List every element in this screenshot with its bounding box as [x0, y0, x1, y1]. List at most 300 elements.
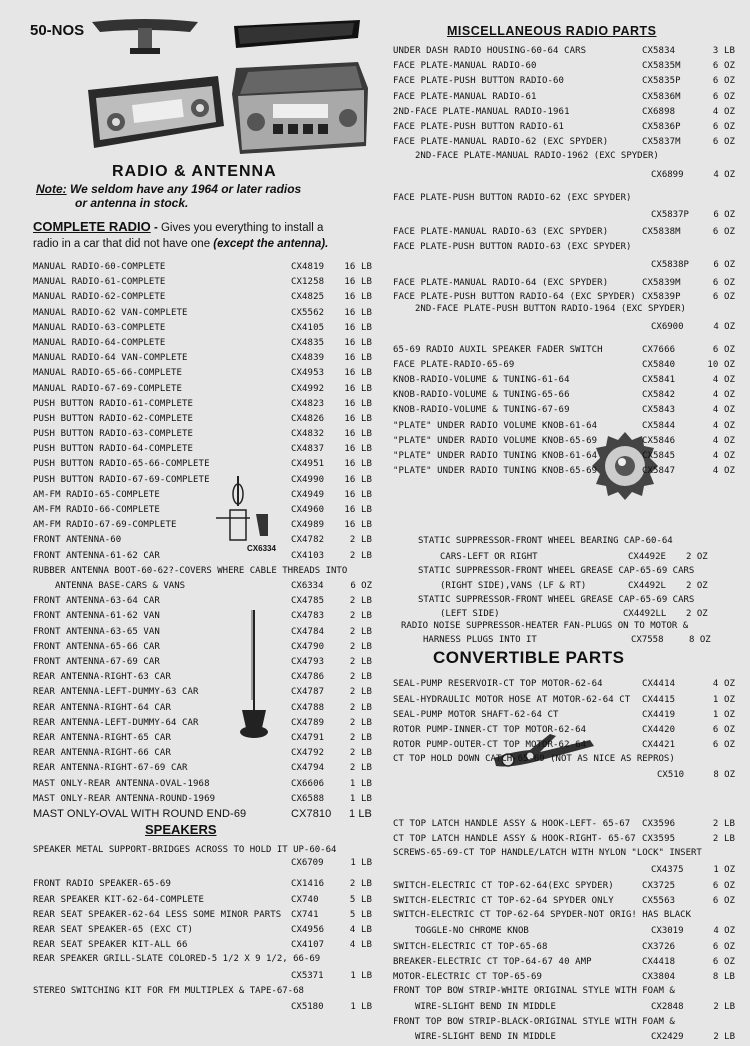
description: FACE PLATE-PUSH BUTTON RADIO-60: [393, 76, 565, 87]
part-number: CX6606: [291, 778, 325, 789]
catch-row: [393, 767, 743, 783]
part-number: CX4784: [291, 626, 325, 637]
part-number: CX7810: [291, 807, 332, 820]
weight: 4 OZ: [712, 435, 735, 446]
list-item: [393, 464, 743, 479]
weight: 8 OZ: [689, 635, 711, 646]
list-item: [33, 716, 378, 731]
weight: 2 LB: [349, 687, 372, 698]
part-number: CX4492LL: [623, 608, 667, 619]
list-item: [393, 135, 743, 150]
weight: 2 LB: [349, 748, 372, 759]
weight: 2 LB: [349, 732, 372, 743]
list-item: [33, 670, 378, 685]
description: "PLATE" UNDER RADIO VOLUME KNOB-65-69: [393, 435, 598, 446]
misc-list-2: [393, 343, 743, 480]
radio-housing-illustration: [90, 18, 200, 56]
part-number: CX740: [291, 894, 319, 905]
part-number: CX4825: [291, 292, 325, 303]
part-number: CX4989: [291, 520, 325, 531]
part-number: CX4418: [642, 956, 676, 967]
list-item: [393, 150, 743, 186]
part-number: CX5837P: [651, 210, 689, 221]
list-item: [393, 832, 743, 847]
part-number: CX4492E: [628, 551, 666, 562]
part-number: CX5845: [642, 451, 676, 461]
list-item: [33, 565, 378, 595]
list-item: [393, 565, 743, 595]
weight: 2 LB: [349, 626, 372, 637]
part-number: CX4792: [291, 748, 325, 759]
part-number: CX741: [291, 909, 319, 920]
list-item: [33, 518, 378, 533]
description: MANUAL RADIO-62-COMPLETE: [33, 292, 166, 303]
complete-radio-dash: -: [153, 222, 158, 234]
list-item: [393, 434, 743, 449]
description: KNOB-RADIO-VOLUME & TUNING-67-69: [393, 405, 570, 416]
list-item: [33, 427, 378, 442]
weight: 16 LB: [344, 489, 372, 500]
weight: 16 LB: [344, 429, 372, 440]
weight: 6 OZ: [712, 121, 735, 132]
part-number: CX5837M: [642, 137, 681, 148]
left-column: [33, 260, 378, 1016]
supp-1-row: [418, 549, 743, 565]
part-number: CX4420: [642, 724, 676, 735]
antenna-list: [33, 594, 378, 807]
part-number: CX7666: [642, 344, 676, 355]
part-number: CX3725: [642, 880, 676, 891]
part-number: CX4823: [291, 398, 325, 409]
part-number: CX1258: [291, 277, 325, 288]
description: "PLATE" UNDER RADIO TUNING KNOB-65-69: [393, 466, 598, 477]
part-number: CX4793: [291, 657, 325, 667]
list-item: [33, 908, 378, 923]
weight: 16 LB: [344, 277, 372, 288]
list-item: [393, 90, 743, 105]
list-item: [33, 746, 378, 761]
weight: 6 OZ: [712, 227, 735, 238]
pb-62-row: [393, 205, 743, 225]
weight: 1 LB: [349, 778, 372, 789]
list-item: [393, 225, 743, 240]
part-number: CX6709: [291, 858, 324, 869]
description: SWITCH-ELECTRIC CT TOP-62-64 SPYDER ONLY: [393, 895, 614, 906]
weight: 6 OZ: [712, 61, 735, 72]
speaker-list: [33, 877, 378, 953]
stereo-row: [33, 998, 378, 1016]
description: "PLATE" UNDER RADIO TUNING KNOB-61-64: [393, 451, 598, 461]
list-item: [393, 879, 743, 894]
weight: 4 OZ: [712, 375, 735, 386]
list-item: [393, 120, 743, 135]
list-item: [33, 807, 378, 822]
complete-radio-desc-2b: (except the antenna).: [213, 238, 329, 250]
list-item: [33, 938, 378, 953]
part-number: CX5843: [642, 405, 676, 416]
weight: 2 OZ: [686, 581, 708, 592]
list-item: [393, 753, 743, 783]
list-item: [33, 442, 378, 457]
list-item: [33, 473, 378, 488]
part-number: CX4960: [291, 505, 325, 515]
description: FRONT ANTENNA-63-65 VAN: [33, 626, 160, 637]
list-item: [33, 488, 378, 503]
part-number: CX4951: [291, 459, 325, 470]
list-item: [33, 549, 378, 564]
weight: 16 LB: [344, 368, 372, 379]
part-number: CX4953: [291, 368, 325, 379]
description: FRONT ANTENNA-61-62 CAR: [33, 550, 160, 561]
list-item: [33, 382, 378, 397]
weight: 6 OZ: [713, 260, 735, 270]
part-number: CX6334: [291, 581, 324, 592]
description: 2ND-FACE PLATE-MANUAL RADIO-1962 (EXC SPYDER): [415, 151, 659, 162]
description: UNDER DASH RADIO HOUSING-60-64 CARS: [393, 46, 587, 56]
second-64-row: [393, 317, 743, 337]
part-number: CX6900: [651, 321, 684, 332]
part-number: CX4785: [291, 596, 325, 607]
list-item: [393, 192, 743, 226]
part-number: CX4415: [642, 694, 676, 705]
part-number: CX7558: [631, 635, 664, 646]
list-item: [33, 321, 378, 336]
weight: 4 LB: [349, 924, 372, 935]
description: SEAL-HYDRAULIC MOTOR HOSE AT MOTOR-62-64 CT: [393, 694, 631, 705]
part-number: CX4783: [291, 611, 325, 622]
description: PUSH BUTTON RADIO-63-COMPLETE: [33, 429, 194, 440]
weight: 4 OZ: [712, 405, 735, 416]
weight: 2 LB: [349, 657, 372, 667]
weight: 2 LB: [349, 596, 372, 607]
weight: 1 LB: [350, 858, 372, 869]
description-2: TOGGLE-NO CHROME KNOB: [415, 925, 529, 936]
list-item: [393, 847, 743, 879]
weight: 5 LB: [349, 894, 372, 905]
description: FRONT RADIO SPEAKER-65-69: [33, 879, 171, 890]
description: REAR ANTENNA-RIGHT-66 CAR: [33, 748, 171, 759]
description: MAST ONLY-REAR ANTENNA-ROUND-1969: [33, 793, 216, 804]
description: MANUAL RADIO-65-66-COMPLETE: [33, 368, 182, 379]
part-number: CX4492L: [628, 581, 666, 592]
note-text-1: We seldom have any 1964 or later radios: [70, 182, 302, 196]
description-2: (LEFT SIDE): [440, 608, 500, 619]
convertible-list-2: [393, 940, 743, 986]
weight: 6 OZ: [712, 292, 735, 303]
description: REAR ANTENNA-LEFT-DUMMY-64 CAR: [33, 717, 199, 728]
description: FACE PLATE-MANUAL RADIO-62 (EXC SPYDER): [393, 137, 609, 148]
list-item: [33, 594, 378, 609]
bow-black-row: [393, 1029, 743, 1046]
description-2: WIRE-SLIGHT BEND IN MIDDLE: [415, 1001, 556, 1012]
weight: 2 LB: [349, 879, 372, 890]
description: REAR ANTENNA-RIGHT-63 CAR: [33, 672, 171, 683]
radio-face-plate-illustration: [232, 18, 362, 54]
list-item: [393, 817, 743, 832]
part-number: CX5838P: [651, 260, 689, 270]
description: MANUAL RADIO-67-69-COMPLETE: [33, 383, 182, 394]
switch-list-1: [393, 879, 743, 909]
weight: 2 LB: [349, 717, 372, 728]
list-item: [33, 366, 378, 381]
list-item: [33, 985, 378, 1017]
weight: 2 LB: [712, 834, 735, 844]
list-item: [393, 970, 743, 985]
list-item: [393, 403, 743, 418]
description: STATIC SUPPRESSOR-FRONT WHEEL BEARING CAP-60-64: [418, 536, 673, 547]
list-item: [33, 761, 378, 776]
weight: 16 LB: [344, 444, 372, 455]
part-number: CX1416: [291, 879, 325, 890]
list-item: [33, 953, 378, 985]
part-number: CX4103: [291, 550, 325, 561]
part-number: CX4788: [291, 702, 325, 713]
weight: 6 OZ: [712, 91, 735, 102]
description: "PLATE" UNDER RADIO VOLUME KNOB-61-64: [393, 420, 598, 431]
part-number: CX5842: [642, 390, 676, 401]
description: MAST ONLY-REAR ANTENNA-OVAL-1968: [33, 778, 210, 789]
list-item: [393, 723, 743, 738]
weight: 4 OZ: [712, 390, 735, 401]
weight: 4 OZ: [713, 321, 735, 332]
part-number: CX5836P: [642, 121, 681, 132]
misc-radio-parts-heading: MISCELLANEOUS RADIO PARTS: [447, 24, 657, 38]
complete-radio-list: [33, 260, 378, 564]
description: STATIC SUPPRESSOR-FRONT WHEEL GREASE CAP-65-69 CARS: [418, 565, 695, 576]
weight: 6 OZ: [712, 76, 735, 87]
description: STATIC SUPPRESSOR-FRONT WHEEL GREASE CAP-65-69 CARS: [418, 595, 695, 606]
weight: 8 OZ: [713, 769, 735, 780]
complete-radio-desc-2a: radio in a car that did not have one: [33, 238, 211, 250]
weight: 4 LB: [349, 940, 372, 951]
description: KNOB-RADIO-VOLUME & TUNING-61-64: [393, 375, 570, 386]
noise-row: [401, 633, 743, 647]
part-number: CX6899: [651, 169, 684, 180]
description: FRONT TOP BOW STRIP-BLACK-ORIGINAL STYLE WITH FOAM &: [393, 1016, 675, 1027]
description: AM-FM RADIO-67-69-COMPLETE: [33, 520, 177, 531]
part-number: CX2848: [651, 1001, 684, 1012]
list-item: [393, 59, 743, 74]
list-item: [33, 923, 378, 938]
support-row: [33, 857, 378, 871]
part-number: CX4794: [291, 763, 325, 774]
description: SWITCH-ELECTRIC CT TOP-65-68: [393, 941, 548, 952]
part-number: CX5841: [642, 375, 676, 386]
weight: 5 LB: [349, 909, 372, 920]
description: FACE PLATE-RADIO-65-69: [393, 359, 515, 370]
description: FACE PLATE-MANUAL RADIO-64 (EXC SPYDER): [393, 278, 609, 288]
second-62-row: [393, 164, 743, 186]
description: 65-69 RADIO AUXIL SPEAKER FADER SWITCH: [393, 344, 603, 355]
weight: 6 OZ: [712, 344, 735, 355]
complete-radio-intro: [33, 219, 328, 252]
weight: 16 LB: [344, 474, 372, 485]
list-item: [393, 620, 743, 648]
list-item: [393, 44, 743, 59]
description: ROTOR PUMP-INNER-CT TOP MOTOR-62-64: [393, 724, 587, 735]
complete-radio-desc-1: Gives you everything to install a: [160, 222, 324, 234]
weight: 10 OZ: [707, 359, 735, 370]
part-number: CX5840: [642, 359, 676, 370]
weight: 16 LB: [344, 398, 372, 409]
description-2: HARNESS PLUGS INTO IT: [423, 635, 537, 646]
manual-radio-illustration: [78, 72, 228, 152]
description: REAR ANTENNA-RIGHT-67-69 CAR: [33, 763, 188, 774]
weight: 8 LB: [712, 971, 735, 982]
weight: 16 LB: [344, 383, 372, 394]
list-item: [33, 457, 378, 472]
list-item: [33, 351, 378, 366]
list-item: [393, 693, 743, 708]
list-item: [33, 877, 378, 892]
list-item: [33, 609, 378, 624]
part-number: CX4790: [291, 641, 325, 652]
weight: 16 LB: [344, 307, 372, 318]
weight: 6 OZ: [712, 895, 735, 906]
list-item: [33, 792, 378, 807]
weight: 2 LB: [712, 818, 735, 829]
part-number: CX4419: [642, 709, 676, 720]
weight: 2 LB: [349, 763, 372, 774]
list-item: [393, 74, 743, 89]
part-number: CX5834: [642, 46, 676, 56]
weight: 16 LB: [344, 337, 372, 348]
list-item: [33, 290, 378, 305]
list-item: [33, 260, 378, 275]
list-item: [393, 241, 743, 277]
description: MANUAL RADIO-62 VAN-COMPLETE: [33, 307, 188, 318]
weight: 6 OZ: [712, 941, 735, 952]
description: RADIO NOISE SUPPRESSOR-HEATER FAN-PLUGS ON TO MOTOR &: [401, 620, 689, 631]
description: FRONT ANTENNA-61-62 VAN: [33, 611, 160, 622]
weight: 6 OZ: [713, 210, 735, 221]
weight: 2 LB: [349, 611, 372, 622]
description: PUSH BUTTON RADIO-62-COMPLETE: [33, 413, 194, 424]
description: PUSH BUTTON RADIO-64-COMPLETE: [33, 444, 194, 455]
description: 2ND-FACE PLATE-MANUAL RADIO-1961: [393, 106, 570, 117]
list-item: [33, 777, 378, 792]
supp-3-row: [418, 608, 743, 620]
supp-2-row: [418, 578, 743, 594]
part-number: CX5847: [642, 466, 676, 477]
description: REAR SEAT SPEAKER-62-64 LESS SOME MINOR PARTS: [33, 909, 282, 920]
description: SWITCH-ELECTRIC CT TOP-62-64(EXC SPYDER): [393, 880, 614, 891]
list-item: [393, 291, 743, 303]
part-number: CX4791: [291, 732, 325, 743]
list-item: [33, 397, 378, 412]
description: REAR ANTENNA-RIGHT-65 CAR: [33, 732, 171, 743]
push-button-radio-illustration: [228, 58, 373, 158]
part-number: CX5844: [642, 420, 676, 431]
speakers-heading: SPEAKERS: [145, 821, 217, 837]
description: PUSH BUTTON RADIO-67-69-COMPLETE: [33, 474, 210, 485]
list-item: [393, 303, 743, 337]
list-item: [393, 594, 743, 620]
weight: 16 LB: [344, 353, 372, 364]
part-number: CX4107: [291, 940, 325, 951]
part-number: CX4414: [642, 679, 676, 690]
weight: 4 OZ: [712, 466, 735, 477]
description: STEREO SWITCHING KIT FOR FM MULTIPLEX & TAPE-67-68: [33, 985, 304, 996]
list-item: [393, 677, 743, 692]
description: FACE PLATE-PUSH BUTTON RADIO-63 (EXC SPYDER): [393, 241, 632, 252]
weight: 6 OZ: [712, 137, 735, 148]
part-number: CX3595: [642, 834, 676, 844]
description: MAST ONLY-OVAL WITH ROUND END-69: [33, 807, 247, 820]
description: FRONT TOP BOW STRIP-WHITE ORIGINAL STYLE WITH FOAM &: [393, 986, 675, 997]
list-item: [33, 731, 378, 746]
description: 2ND-FACE PLATE-PUSH BUTTON RADIO-1964 (EXC SPYDER): [415, 304, 686, 315]
list-item: [393, 343, 743, 358]
part-number: CX5835P: [642, 76, 681, 87]
list-item: [33, 306, 378, 321]
list-item: [393, 1016, 743, 1046]
list-item: [393, 358, 743, 373]
convertible-list-1: [393, 677, 743, 753]
weight: 16 LB: [344, 520, 372, 531]
grill-row: [33, 967, 378, 985]
weight: 6 OZ: [712, 956, 735, 967]
list-item: [33, 844, 378, 872]
description: CT TOP LATCH HANDLE ASSY & HOOK-LEFT- 65-67: [393, 818, 631, 829]
description: SWITCH-ELECTRIC CT TOP-62-64 SPYDER-NOT ORIG! HAS BLACK: [393, 910, 692, 921]
weight: 2 LB: [713, 1001, 735, 1012]
part-number: CX4832: [291, 429, 325, 440]
part-number: CX5838M: [642, 227, 681, 238]
weight: 2 LB: [349, 535, 372, 546]
part-number: CX5835M: [642, 61, 681, 72]
part-number: CX6898: [642, 106, 676, 117]
part-number: CX5839P: [642, 292, 681, 303]
weight: 2 LB: [349, 702, 372, 713]
part-number: CX3726: [642, 941, 676, 952]
part-number: CX4835: [291, 337, 325, 348]
list-item: [33, 655, 378, 670]
weight: 16 LB: [344, 322, 372, 333]
description: FACE PLATE-MANUAL RADIO-61: [393, 91, 537, 102]
list-item: [393, 388, 743, 403]
list-item: [33, 625, 378, 640]
note-label: Note:: [36, 182, 67, 196]
part-number: CX5846: [642, 435, 676, 446]
description: FACE PLATE-PUSH BUTTON RADIO-61: [393, 121, 565, 132]
description: ROTOR PUMP-OUTER-CT TOP MOTOR-62-64: [393, 740, 587, 751]
part-number: CX4837: [291, 444, 325, 455]
list-item: [393, 738, 743, 753]
weight: 2 OZ: [686, 608, 708, 619]
description: PUSH BUTTON RADIO-61-COMPLETE: [33, 398, 194, 409]
part-number: CX4826: [291, 413, 325, 424]
note-text-2: or antenna in stock.: [75, 196, 189, 210]
weight: 2 LB: [713, 1032, 735, 1043]
part-number: CX510: [657, 769, 685, 780]
description: CT TOP LATCH HANDLE ASSY & HOOK-RIGHT- 65-67: [393, 834, 636, 844]
weight: 3 LB: [712, 46, 735, 56]
part-number: CX4956: [291, 924, 325, 935]
description: AM-FM RADIO-65-COMPLETE: [33, 489, 160, 500]
weight: 16 LB: [344, 262, 372, 272]
description: REAR SEAT SPEAKER KIT-ALL 66: [33, 940, 188, 951]
description: FRONT ANTENNA-60: [33, 535, 122, 546]
radio-antenna-title: RADIO & ANTENNA: [112, 163, 277, 180]
description: REAR SPEAKER GRILL-SLATE COLORED-5 1/2 X 9 1/2, 66-69: [33, 954, 321, 965]
part-number: CX4949: [291, 489, 325, 500]
pb-63-row: [393, 254, 743, 276]
screws-row: [393, 861, 743, 879]
part-number: CX5836M: [642, 91, 681, 102]
boot-line-1: RUBBER ANTENNA BOOT-60-62?-COVERS WHERE CABLE THREADS INTO: [33, 565, 348, 576]
part-number: CX2429: [651, 1032, 684, 1043]
